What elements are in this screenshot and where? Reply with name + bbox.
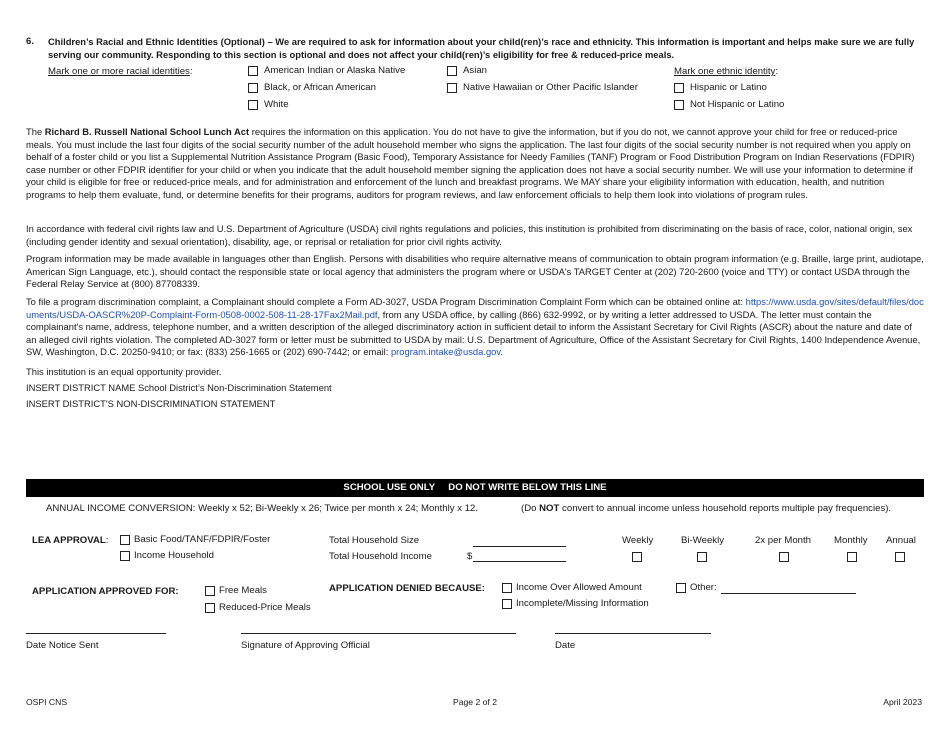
option-label: Income Household bbox=[134, 550, 214, 561]
approved-reduced-meals[interactable] bbox=[205, 602, 311, 613]
complaint-text-3: . bbox=[500, 346, 503, 358]
ethnic-label-text: Mark one ethnic identity bbox=[674, 66, 776, 77]
household-size-line[interactable] bbox=[473, 546, 566, 547]
footer-page-number: Page 2 of 2 bbox=[453, 697, 497, 707]
checkbox[interactable] bbox=[248, 83, 258, 93]
option-label: Free Meals bbox=[219, 585, 267, 596]
privacy-paragraph bbox=[26, 126, 924, 202]
approved-for-label: APPLICATION APPROVED FOR: bbox=[32, 586, 179, 597]
race-option-pacific-islander[interactable] bbox=[447, 82, 638, 93]
checkbox[interactable] bbox=[447, 66, 457, 76]
option-label: Not Hispanic or Latino bbox=[690, 99, 785, 110]
signature-label: Signature of Approving Official bbox=[241, 640, 370, 651]
freq-twice-month-label: 2x per Month bbox=[755, 535, 811, 546]
complaint-email-link[interactable]: program.intake@usda.gov bbox=[390, 346, 501, 358]
freq-biweekly-checkbox[interactable] bbox=[697, 552, 707, 562]
conversion-note-bold: NOT bbox=[539, 503, 560, 514]
checkbox[interactable] bbox=[502, 583, 512, 593]
checkbox[interactable] bbox=[205, 586, 215, 596]
denied-other[interactable] bbox=[676, 582, 717, 593]
school-use-banner-text: SCHOOL USE ONLY DO NOT WRITE BELOW THIS LINE bbox=[343, 482, 607, 493]
checkbox[interactable] bbox=[205, 603, 215, 613]
dollar-sign: $ bbox=[467, 551, 473, 562]
conversion-note bbox=[521, 503, 891, 514]
section-number: 6. bbox=[26, 36, 35, 47]
household-income-label: Total Household Income bbox=[329, 551, 432, 562]
option-label: Black, or African American bbox=[264, 82, 376, 93]
racial-label-text: Mark one or more racial identities bbox=[48, 66, 190, 77]
denied-because-label: APPLICATION DENIED BECAUSE: bbox=[329, 583, 485, 594]
section-title: Children’s Racial and Ethnic Identities (Optional) – We are required to ask for information about your child(ren)’s race and ethnicity. This information is important and helps make sure we are fully serving our community. Responding to this section is optional and does not affect your child(ren)’s eligibility for free & reduced-price meals. bbox=[48, 36, 915, 60]
ethnic-option-not-hispanic[interactable] bbox=[674, 99, 784, 110]
conversion-note-suffix: convert to annual income unless household reports multiple pay frequencies). bbox=[559, 503, 892, 514]
other-reason-line[interactable] bbox=[721, 593, 856, 594]
option-label: White bbox=[264, 99, 289, 110]
freq-annual-checkbox[interactable] bbox=[895, 552, 905, 562]
lea-option-basic-food[interactable] bbox=[120, 534, 270, 545]
denied-income-over[interactable] bbox=[502, 582, 642, 593]
ethnic-option-hispanic[interactable] bbox=[674, 82, 767, 93]
district-statement: INSERT DISTRICT'S NON-DISCRIMINATION STATEMENT bbox=[26, 398, 276, 409]
program-info-paragraph: Program information may be made available in languages other than English. Persons with disabilities who require alternative means of communication to obtain program information (e.g. Braille, large print, audiotape, American Sign Language, etc.), should contact the responsible state or local agency that administers the program where or USDA's TARGET Center at (202) 720-2600 (voice and TTY) or contact USDA through the Federal Relay Service at (800) 87708339. bbox=[26, 253, 924, 290]
option-label: Incomplete/Missing Information bbox=[516, 598, 649, 609]
complaint-text-1: To file a program discrimination complaint, a Complainant should complete a Form AD-3027, USDA Program Discrimination Complaint Form which can be obtained online at: bbox=[26, 296, 746, 307]
ethnic-identity-label bbox=[674, 66, 778, 77]
date-notice-line[interactable] bbox=[26, 633, 166, 634]
freq-twice-month-checkbox[interactable] bbox=[779, 552, 789, 562]
freq-monthly-checkbox[interactable] bbox=[847, 552, 857, 562]
date-label: Date bbox=[555, 640, 576, 651]
income-conversion-text: ANNUAL INCOME CONVERSION: Weekly x 52; Bi-Weekly x 26; Twice per month x 24; Monthly x 12. bbox=[46, 503, 479, 514]
signature-line[interactable] bbox=[241, 633, 516, 634]
freq-annual-label: Annual bbox=[886, 535, 916, 546]
checkbox[interactable] bbox=[248, 100, 258, 110]
privacy-body: requires the information on this application. You do not have to give the information, but if you do not, we cannot approve your child for free or reduced-price meals. You must include the last four digits of the social security number of the adult household member who signs the application. The last four digits of the social security number is not required when you apply on behalf of a foster child or you list a Supplemental Nutrition Assistance Program (Basic Food), Temporary Assistance for Needy Families (TANF) Program or Food Distribution Program on Indian Reservations (FDPIR) case number or other FDPIR identifier for your child or when you indicate that the adult household member signing the application does not have a social security number. We will use your information to determine if your child is eligible for free or reduced-price meals, and for administration and enforcement of the lunch and breakfast programs. We MAY share your eligibility information with education, health, and nutrition programs to help them evaluate, fund, or determine benefits for their programs, auditors for program reviews, and law enforcement officials to help them look into violations of program rules. bbox=[26, 126, 915, 200]
option-label: Basic Food/TANF/FDPIR/Foster bbox=[134, 534, 271, 545]
option-label: Reduced-Price Meals bbox=[219, 602, 311, 613]
checkbox[interactable] bbox=[120, 551, 130, 561]
checkbox[interactable] bbox=[120, 535, 130, 545]
race-option-asian[interactable] bbox=[447, 65, 487, 76]
checkbox[interactable] bbox=[502, 599, 512, 609]
race-option-white[interactable] bbox=[248, 99, 289, 110]
checkbox[interactable] bbox=[248, 66, 258, 76]
lea-label-text: LEA APPROVAL bbox=[32, 535, 106, 546]
footer-left: OSPI CNS bbox=[26, 697, 68, 707]
checkbox[interactable] bbox=[447, 83, 457, 93]
civil-rights-paragraph: In accordance with federal civil rights law and U.S. Department of Agriculture (USDA) civil rights regulations and policies, this institution is prohibited from discriminating on the basis of race, color, national origin, sex (including gender identity and sexual orientation), disability, age, or reprisal or retaliation for prior civil rights activity. bbox=[26, 223, 913, 247]
complaint-paragraph bbox=[26, 296, 924, 359]
checkbox[interactable] bbox=[676, 583, 686, 593]
freq-weekly-label: Weekly bbox=[622, 535, 654, 546]
option-label: Hispanic or Latino bbox=[690, 82, 767, 93]
footer-date: April 2023 bbox=[883, 697, 922, 707]
district-statement-title: INSERT DISTRICT NAME School District’s Non-Discrimination Statement bbox=[26, 382, 332, 393]
lea-option-income-household[interactable] bbox=[120, 550, 214, 561]
household-size-label: Total Household Size bbox=[329, 535, 420, 546]
race-option-black[interactable] bbox=[248, 82, 376, 93]
date-notice-label: Date Notice Sent bbox=[26, 640, 99, 651]
complaint-form-link[interactable]: https://www.usda.gov/sites/default/files/documents/USDA-OASCR%20P-Complaint-Form-0508-0002-508-11-28-17Fax2Mail.pdf bbox=[26, 296, 924, 320]
approved-free-meals[interactable] bbox=[205, 585, 267, 596]
race-option-american-indian[interactable] bbox=[248, 65, 405, 76]
freq-monthly-label: Monthly bbox=[834, 535, 868, 546]
racial-label-colon: : bbox=[189, 66, 193, 77]
lea-approval-label bbox=[32, 535, 108, 546]
racial-identities-label bbox=[48, 66, 193, 77]
checkbox[interactable] bbox=[674, 83, 684, 93]
date-line[interactable] bbox=[555, 633, 711, 634]
act-name: Richard B. Russell National School Lunch Act bbox=[44, 126, 250, 137]
option-label: American Indian or Alaska Native bbox=[264, 65, 406, 76]
household-income-line[interactable] bbox=[473, 561, 566, 562]
option-label: Other: bbox=[690, 582, 717, 593]
option-label: Income Over Allowed Amount bbox=[516, 582, 642, 593]
equal-opportunity-text: This institution is an equal opportunity provider. bbox=[26, 366, 222, 377]
ethnic-label-colon: : bbox=[775, 66, 778, 77]
freq-biweekly-label: Bi-Weekly bbox=[681, 535, 725, 546]
complaint-text-2: , from any USDA office, by calling (866) 632-9992, or by writing a letter addressed to USDA. The letter must contain the complainant's name, address, telephone number, and a written description of the alleged discriminatory action in sufficient detail to inform the Assistant Secretary for Civil Rights (ASCR) about the nature and date of an alleged civil rights violation. The completed AD-3027 form or letter must be submitted to USDA by mail: U.S. Department of Agriculture, Office of the Assistant Secretary for Civil Rights, 1400 Independence Avenue, SW, Washington, D.C. 20250-9410; or fax: (833) 256-1665 or (202) 690-7442; or email: bbox=[26, 308, 921, 358]
checkbox[interactable] bbox=[674, 100, 684, 110]
option-label: Asian bbox=[463, 65, 487, 76]
privacy-prefix: The bbox=[26, 126, 45, 137]
denied-incomplete[interactable] bbox=[502, 598, 649, 609]
option-label: Native Hawaiian or Other Pacific Islander bbox=[463, 82, 638, 93]
conversion-note-prefix: (Do bbox=[521, 503, 540, 514]
lea-label-colon: : bbox=[105, 535, 109, 546]
freq-weekly-checkbox[interactable] bbox=[632, 552, 642, 562]
